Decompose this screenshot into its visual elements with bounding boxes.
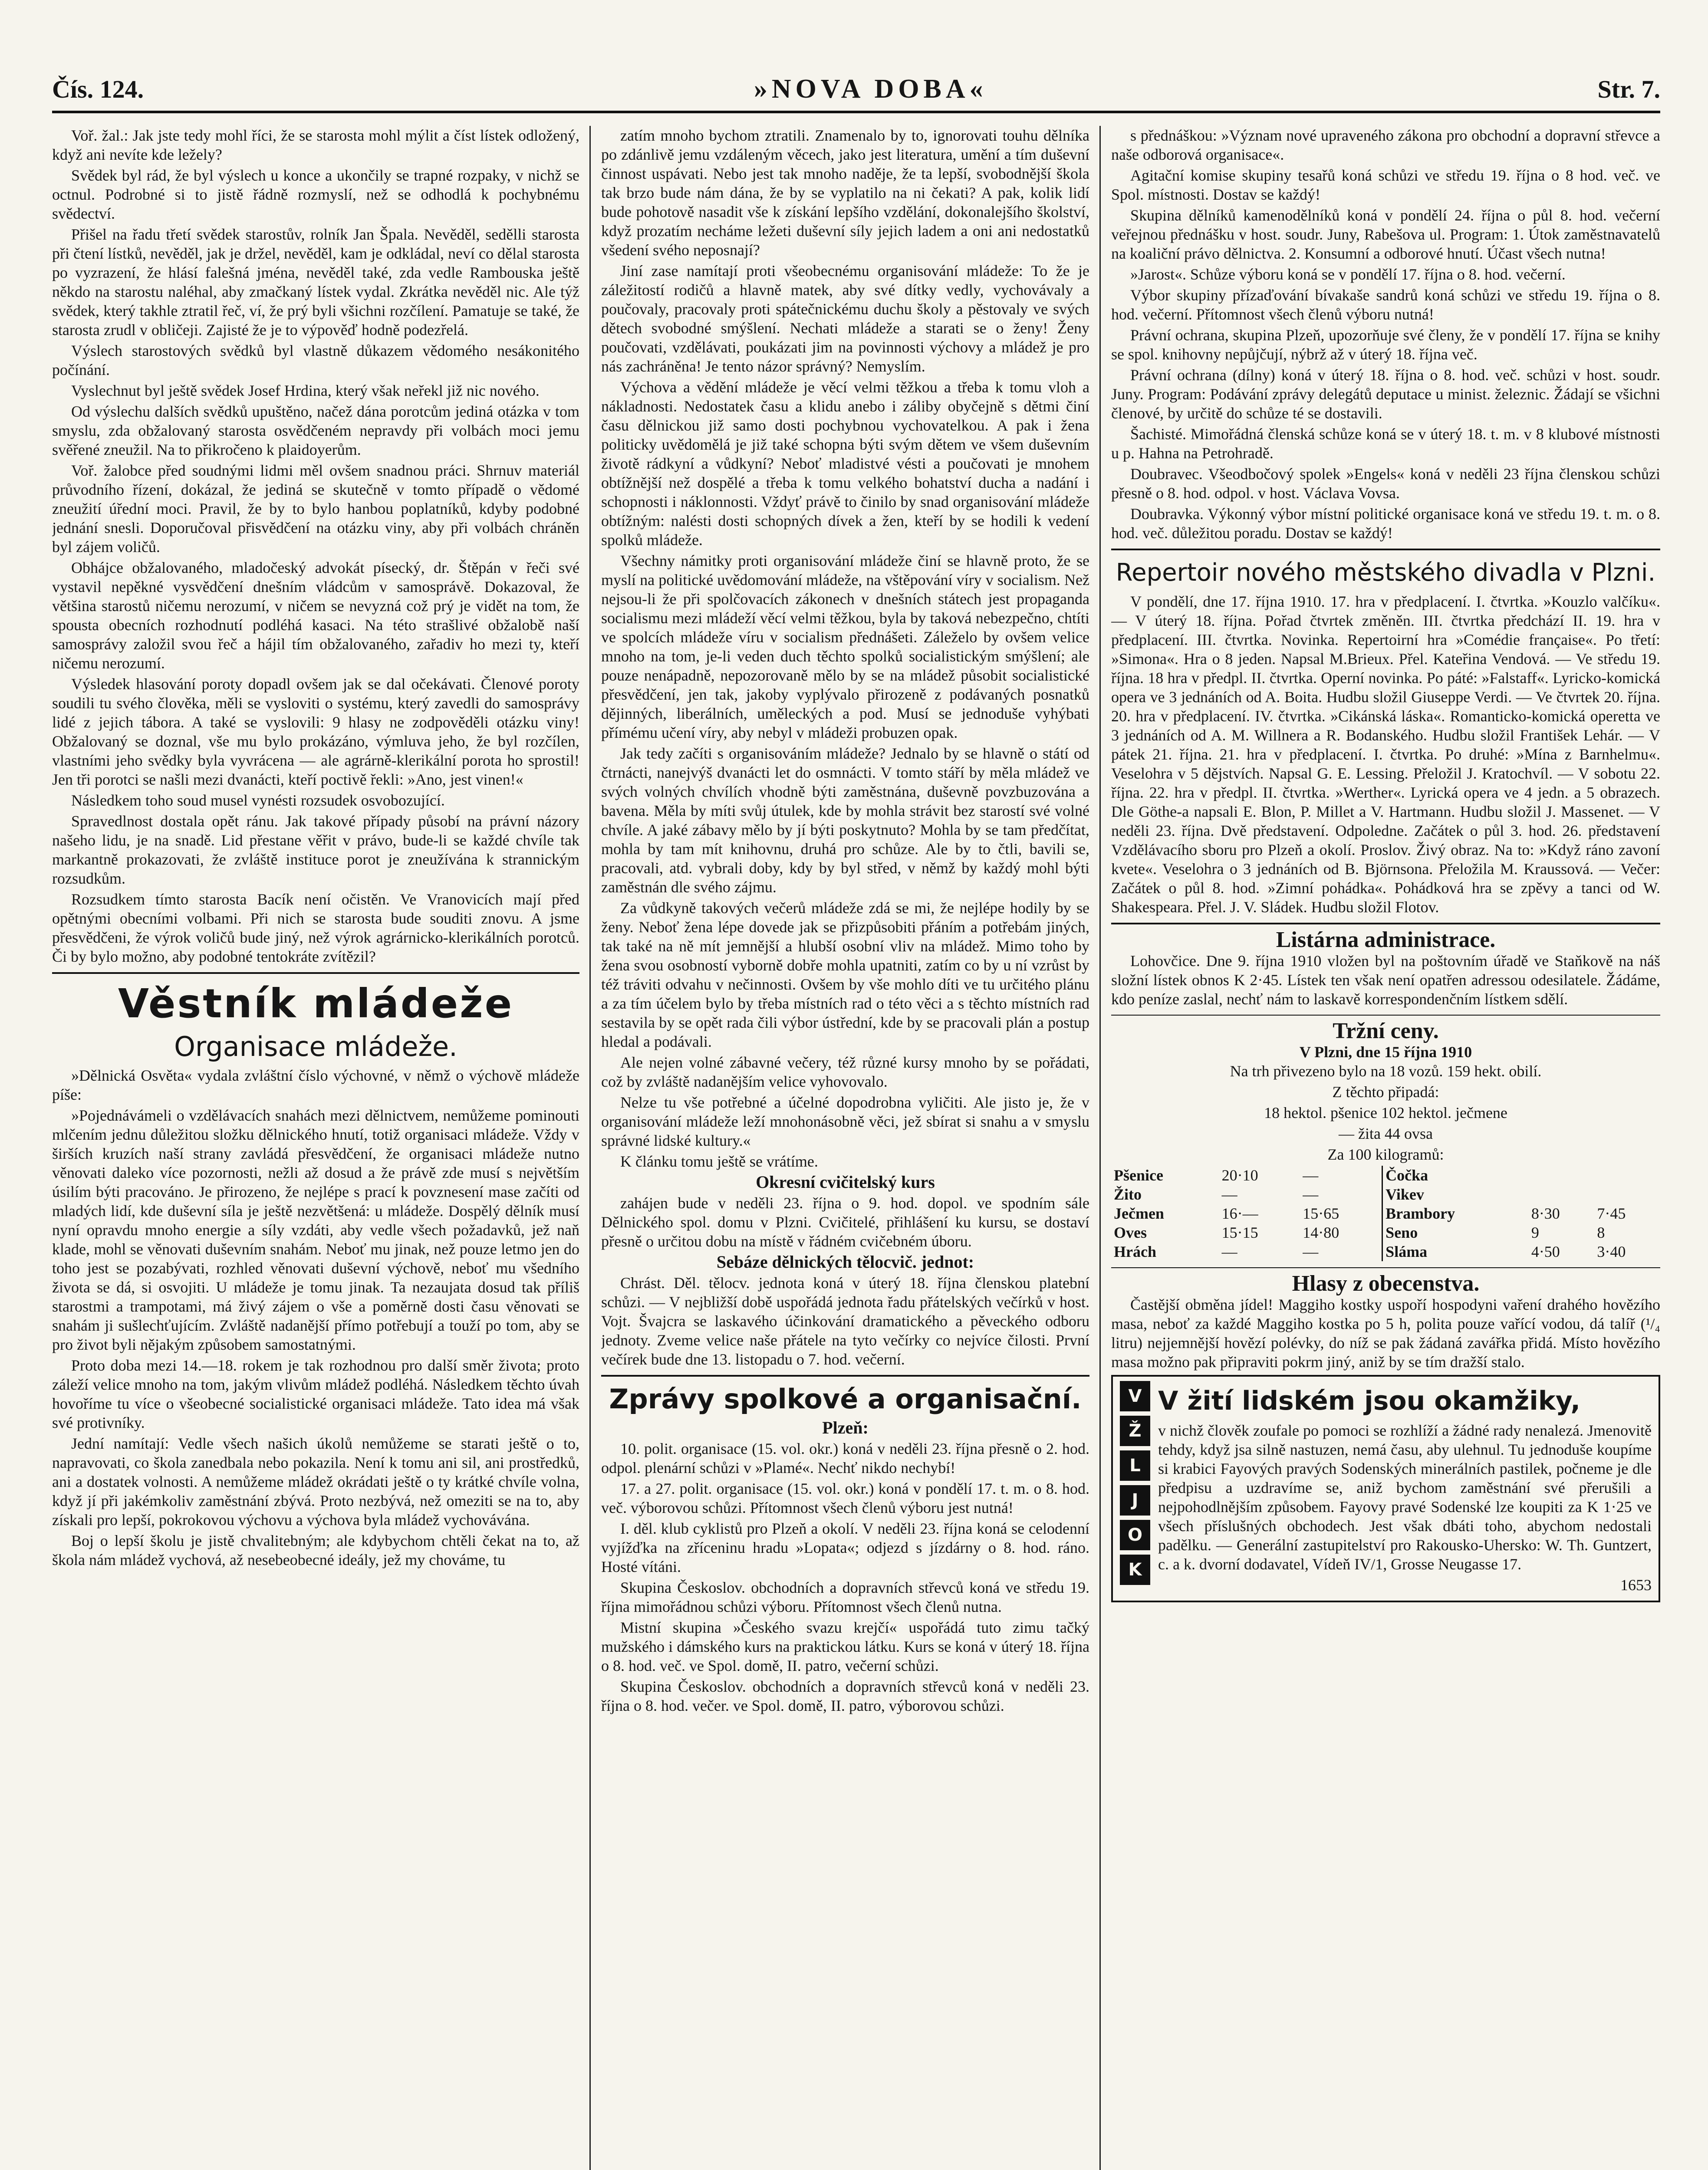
column-right [1111,126,1660,2170]
table-cell: 8 [1597,1224,1605,1241]
market-date: V Plzni, dne 15 října 1910 [1299,1043,1472,1061]
public-text: Častější obměna jídel! Maggiho kostky uspoří hospodyni vaření drahého hovězího masa, neboť za každé Maggiho kostka po 5 h, polita pouze vařící vodou, dá talíř (¹/₄ litru) nejjemnější hovězí polévky, do níž se pak žádaná zavářka přidá. Místo hovězího masa možno pak připraviti pokrm jiný, aniž by se tím dražší stalo. [1111,1296,1660,1371]
table-cell [1594,1185,1660,1204]
paragraph: Skupina Českoslov. obchodních a dopravních střevců koná v neděli 23. října o 8. hod. večer. ve Spol. domě, II. patro, výborovou schůzi. [601,1678,1089,1714]
section-title-admin: Listárna administrace. [1276,927,1496,952]
table-cell: Žito [1114,1186,1142,1203]
paragraph: Šachisté. Mimořádná členská schůze koná se v úterý 18. t. m. v 8 klubové místnosti u p. Hahna na Petrohradě. [1111,425,1660,462]
table-cell: 16·— [1221,1205,1258,1222]
section-subtitle-youth: Organisace mládeže. [174,1031,457,1062]
table-cell: — [1303,1243,1319,1260]
paragraph: Voř. žalobce před soudnými lidmi měl ovšem snadnou práci. Shrnuv materiál průvodního řízení, dokázal, že jediná se skutečně v tomto případě o vědomé zneužití úřední moci. Pravil, že by to bylo hanbou poplatníků, kdyby podobné jednání snesli. Doporučoval přisvědčení na otázku viny, aby při volbách chráněn byl zájem voličů. [52,462,579,556]
paragraph: I. děl. klub cyklistů pro Plzeň a okolí. V neděli 23. října koná se celodenní vyjížďka na zříceninu hradu »Lopata«; odjezd s jízdárny o 8. hod. ráno. Hosté vítáni. [601,1520,1089,1575]
ad-letter: K [1120,1555,1150,1585]
table-cell: — [1303,1167,1319,1184]
paragraph: Skupina dělníků kamenodělníků koná v pondělí 24. října o půl 8. hod. večerní veřejnou přednášku v host. soudr. Juny, Rabešova ul. Program: 1. Útok zaměstnavatelů na koaliční právo dělnictva. 2. Konsumní a odborové hnutí. Účast všech nutna! [1111,207,1660,262]
ad-letter: Ž [1120,1416,1150,1446]
section-title-market: Tržní ceny. [1333,1019,1439,1043]
column-divider [1099,126,1101,2170]
paragraph: »Dělnická Osvěta« vydala zvláštní číslo výchovné, v němž o výchově mládeže píše: [52,1067,579,1103]
table-cell: Seno [1382,1223,1529,1242]
paragraph: Vyslechnut byl ještě svědek Josef Hrdina, který však neřekl již nic nového. [71,382,540,399]
paragraph: zatím mnoho bychom ztratili. Znamenalo by to, ignorovati touhu dělníka po zdánlivě jemu vzdáleným věcech, jako jest literatura, umění a tím duševní činnost uspávati. Nebo jest tak mnoho naděje, že ta lepší, svobodnější škola tak brzo bude nám dána, že by se vyplatilo na ni čekati? A pak, kolik lidí bude pohotově nasadit vše k získání lepšího vzdělání, dokonalejšího školství, když prozatím necháme ležeti duševní síly jejich ladem a oni ani nedostatků všedení svého neposnají? [601,127,1089,259]
notice-text: Chrást. Děl. tělocv. jednota koná v úterý 18. října členskou platební schůzi. — V nejbližší době uspořádá jednota řadu přátelských večírků v host. Vojt. Švajcra se laskavého účinkování dramatického a pěveckého odboru jednoty. Zveme velice naše přátele na tyto večírky co nejvíce čilosti. První večírek bude dne 13. listopadu o 7. hod. večerní. [601,1274,1089,1368]
paragraph: Následkem toho soud musel vynésti rozsudek osvobozující. [71,792,445,809]
notice-title: Okresní cvičitelský kurs [756,1172,935,1192]
ad-body [1158,1381,1652,1596]
table-cell [1529,1166,1595,1185]
ad-letter: O [1120,1520,1150,1550]
paragraph: Právní ochrana, skupina Plzeň, upozorňuje své členy, že v pondělí 17. října se knihy se spol. knihovny nepůjčují, nýbrž až v úterý 18. října več. [1111,326,1660,363]
ad-text: v nichž člověk zoufale po pomoci se rozhlíží a žádné rady nenalezá. Jmenovitě tehdy, když jsa silně nastuzen, nemá času, aby ulehnul. Tu jednoduše koupíme si krabici Fayových pravých Sodenských minerálních pastilek, počneme je dle předpisu a uzdravíme se, aniž bychom zaměstnání své přerušili a nejpohodlnějším způsobem. Fayovy pravé Sodenské lze koupiti za K 1·25 ve všech příslušných obchodech. Jest však dbáti toho, abychom nedostali padělku. — Generální zastupitelství pro Rakousko-Uhersko: W. Th. Guntzert, c. a k. dvorní dodavatel, Vídeň IV/1, Grosse Neugasse 17. [1158,1422,1652,1573]
table-row [1111,1185,1660,1204]
paragraph: s přednáškou: »Význam nové upraveného zákona pro obchodní a dopravní střevce a naše odborová organisace«. [1111,127,1660,163]
table-cell: Ječmen [1114,1205,1164,1222]
page-header [52,65,1660,113]
section-rule [1111,1015,1660,1016]
market-line: 18 hektol. pšenice 102 hektol. ječmene [1264,1104,1507,1121]
notice-text: zahájen bude v neděli 23. října o 9. hod. dopol. ve spodním sále Dělnického spol. domu v Plzni. Cvičitelé, přihlášení ku kursu, se dostaví přesně o určitou dobu na místě v řádném cvičebném úboru. [601,1194,1089,1250]
table-row [1111,1223,1660,1242]
column-divider [589,126,591,2170]
table-cell: Vikev [1382,1185,1529,1204]
table-cell: 8·30 [1531,1205,1560,1222]
paragraph: »Pojednávámeli o vzdělávacích snahách mezi dělnictvem, nemůžeme pominouti mlčením jednu důležitou složku dělnického hnutí, totiž organisaci mládeže. Vždy v širších kruzích naší strany zavládá přesvědčení, že organisaci mládeže nutno věnovati daleko více pozornosti, nežli až dosud a že právě zde musí s největším úsilím býti pracováno. Je přirozeno, že nejlépe s prací k povznesení mase začíti od mladých lidí, kde duševní síla je ještě nezvětšená: u mládeže. Dospělý dělník musí nyní opravdu mnoho energie a síly vzdáti, aby vedle všech požadavků, jež naň klade, mohl se věnovati duševním snahám. Neboť mu jinak, než pouze letmo jen do toho jest se pozabývati, rozhled věnovati duševní výchově, neboť mu všedního života se dá, si osvojiti. U mládeže je tomu jinak. Ta nezaujata dosud tak příliš starostmi a trampotami, má živý zájem o vše a poměrně dosti času věnovati se snahám ji sušlechťujícím. Zvláště nadanější přímo potřebují a touží po tom, aby se pro život byli nějakým způsobem samostatnými. [52,1107,579,1353]
court-report [52,126,579,966]
paragraph: Voř. žal.: Jak jste tedy mohl říci, že se starosta mohl mýlit a číst lístek odložený, když ani nevíte kde ležely? [52,127,579,163]
paragraph: 17. a 27. polit. organisace (15. vol. okr.) koná v pondělí 17. t. m. o 8. hod. več. výborovou schůzi. Přítomnost všech členů výboru jest nutná! [601,1480,1089,1516]
paragraph: Výchova a vědění mládeže je věcí velmi těžkou a třeba k tomu vloh a nákladnosti. Nedostatek času a klidu anebo i záliby obyčejně s dětmi činí času dělnickou již samo dosti pochybnou vychovatelkou. A pak i žena politicky uvědomělá je již také schopna býti svým dětem ve všem duševním životě rádkyní a vůdkyní? Neboť mladistvé vésti a poučovati je mnohem obtížnější než dospělé a třeba k tomu velkého bohatství ducha a nadání i schopnosti i náklonnosti. Vždyť právě to činilo by snad organisování mládeže obtížným: nalésti dosti schopných dívek a žen, kteří by se hodili k vedení spolků mládeže. [601,378,1089,549]
section-rule [1111,549,1660,550]
paragraph: Výslech starostových svědků byl vlastně důkazem vědomého nesákonitého počínání. [52,342,579,378]
table-cell: 14·80 [1303,1224,1339,1241]
section-title-youth: Věstník mládeže [118,980,514,1027]
table-cell: Brambory [1382,1204,1529,1223]
market-line: Za 100 kilogramů: [1327,1146,1444,1163]
table-cell: 20·10 [1221,1167,1258,1184]
section-rule [1111,1267,1660,1268]
association-notices [601,1439,1089,1715]
table-cell: — [1221,1243,1237,1260]
table-cell [1594,1166,1660,1185]
paragraph: K článku tomu ještě se vrátíme. [620,1153,818,1170]
paragraph: Doubravka. Výkonný výbor místní politické organisace koná ve středu 19. t. m. o 8. hod. več. důležitou poradu. Dostav se každý! [1111,505,1660,542]
paragraph: Obhájce obžalovaného, mladočeský advokát písecký, dr. Štěpán v řeči své vystavil nepěkné vysvědčení dnešním vládcům v samosprávě. Dokazoval, že většina starostů ničemu nerozumí, v ničem se nevyzná což prý je vidět na tom, že spousta obecních rozhodnutí podléhá kasaci. Na této strašlivé obžalobě naší samosprávy založil svou řeč a hájil tím obžalovaného, zařadiv ho mezi ty, kteří ničemu nerozumí. [52,559,579,672]
youth-article [52,1066,579,1569]
ad-letter: V [1120,1381,1150,1411]
paragraph: Výsledek hlasování poroty dopadl ovšem jak se dal očekávati. Členové poroty soudili tu svého člověka, měli se vysloviti o systému, který zavedli do samosprávy lidé z jejich tábora. A také se vyslovili: 9 hlasy ne zodpověděli otázku viny! Obžalovaný se doznal, vše mu bylo prokázáno, výmluva jeho, že byl rozčílen, vlastními jeho svědky byla vyvrácena — ale agrárně-klerikální porota ho sprostil! Jen tři porotci se našli mezi dvanácti, kteří poctivě řekli: »Ano, jest vinen!« [52,675,579,788]
paragraph: Agitační komise skupiny tesařů koná schůzi ve středu 19. října o 8 hod. več. ve Spol. místnosti. Dostav se každý! [1111,167,1660,203]
paragraph: Jiní zase namítají proti všeobecnému organisování mládeže: To že je záležitostí rodičů a hlavně matek, aby své dítky vedly, vychovávaly a poučovaly, pracovaly proti spátečnickému duchu školy a pěstovaly ve svých dětech svobodné smýšlení. Nechati mládeže a starati se o ženy! Ženy poučovati, vzdělávati, poukázati jim na povinnosti výchovy a mládež je pro nás zachráněna! Je tento názor správný? Nemyslím. [601,262,1089,375]
table-cell: 4·50 [1531,1243,1560,1260]
paragraph: Všechny námitky proti organisování mládeže činí se hlavně proto, že se myslí na politické uvědomování mládeže, na vštěpování víry v socialism. Než nejsou-li že při spolčovacích zákonech v dnešních státech jest propaganda socialismu mezi mládeží věcí velmi těžkou, byla by taková nebezpečno, chtíti ve spolcích mládeže víru v socialism přednášeti. Záleželo by ovšem velice mnoho na tom, je-li veden duch těchto spolků socialistickým smýšlení; ale pouze nenápadně, nepozorovaně mělo by se na mládež působit socialistické přesvědčení, jen tak, jakoby vyplývalo přirozeně z podávaných posnatků dějinných, liberálních, uměleckých a pod. Musí se jednoduše vyhýbati přímému učení víry, aby nebyl v mládeži probuzen opak. [601,552,1089,741]
section-rule [1111,923,1660,924]
table-row [1111,1166,1660,1185]
table-cell: — [1221,1186,1237,1203]
admin-text: Lohovčice. Dne 9. října 1910 vložen byl na poštovním úřadě ve Staňkově na náš složní lístek obnos K 2·45. Lístek ten však není opatřen adressou odesilatele. Žádáme, kdo peníze zaslal, nechť nám to laskavě korrespondenčním lístkem sdělí. [1111,952,1660,1008]
paragraph: Proto doba mezi 14.—18. rokem je tak rozhodnou pro další směr života; proto záleží velice mnoho na tom, jakým vlivům mládež podléhá. Následkem těchto úvah hovoříme tu více o všeobecné socialistické organisaci mládeže. Tato idea má však své protivníky. [52,1357,579,1431]
paragraph: 10. polit. organisace (15. vol. okr.) koná v neděli 23. října přesně o 2. hod. odpol. plenární schůzi v »Plamé«. Nechť nikdo nechybí! [601,1440,1089,1476]
table-cell: 15·65 [1303,1205,1339,1222]
market-line: Na trh přivezeno bylo na 18 vozů. 159 hekt. obilí. [1230,1062,1542,1080]
ad-letter: J [1120,1485,1150,1516]
section-title-repertoire: Repertoir nového městského divadla v Plzni. [1116,559,1656,587]
paragraph: »Jarost«. Schůze výboru koná se v pondělí 17. října o 8. hod. večerní. [1130,266,1566,283]
table-cell [1529,1185,1595,1204]
masthead: »NOVA DOBA« [754,74,987,104]
section-title-associations: Zprávy spolkové a organisační. [609,1383,1082,1415]
repertoire-text: V pondělí, dne 17. října 1910. 17. hra v předplacení. I. čtvrtka. »Kouzlo valčíku«. — V úterý 18. října. Pořad čtvrtek změněn. III. čtvrtka předchází II. 19. hra v předplacení. III. čtvrtka. Novinka. Repertoirní hra »Comédie française«. Po třetí: »Simona«. Hra o 8 jeden. Napsal M.Brieux. Přel. Kateřina Vendová. — Ve středu 19. října. 18 hra v předpl. II. čtvrtka. Operní novinka. Po páté: »Falstaff«. Lyricko-komická opera ve 3 jednáních od A. Boita. Hudbu složil Giuseppe Verdi. — Ve čtvrtek 20. října. 20. hra v předplacení. IV. čtvrtka. »Cikánská láska«. Romanticko-komická operetta ve 3 jednáních od A. M. Willnera a R. Bodanského. Hudbu složil František Lehár. — V pátek 21. října. 21. hra v předplacení. I. čtvrtka. Po druhé: »Mína z Barnhelmu«. Veselohra v 5 dějstvích. Napsal G. E. Lessing. Přeložil J. Kratochvíl. — V sobotu 22. října. 22. hra v předpl. II. čtvrtka. »Werther«. Lyrická opera ve 4 jedn. a 5 obrazech. Dle Göthe-a napsali E. Blon, P. Millet a V. Hartmann. Hudbu složil J. Massenet. — V neděli 23. října. Dvě představení. Odpoledne. Začátek o půl 3. hod. 26. představení Vzdělávacího sboru pro Plzeň a okolí. Proslov. Živý obraz. Na to: »Když ráno zavoní kvete«. Veselohra o 3 jednáních od B. Björnsona. Přeložila M. Kraussová. — Večer: Začátek o půl 8. hod. »Zimní pohádka«. Pohádková hra se zpěvy a tanci od W. Shakespeara. Přel. J. V. Sládek. Hudbu složil Flotov. [1111,593,1660,916]
section-subtitle-plzen: Plzeň: [822,1418,869,1437]
page-number: Str. 7. [1597,75,1660,103]
paragraph: Ale nejen volné zábavné večery, též různé kursy mnoho by se pořádati, což by zvláště nadanějším velice vyhovovalo. [601,1054,1089,1090]
paragraph: Spravedlnost dostala opět ránu. Jak takové případy působí na právní názory našeho lidu, je na snadě. Lid přestane věřit v právo, bude-li se každé chvíle tak markantně prokazovati, že zvláště instituce porot je zneužívána k strannickým rozsudkům. [52,812,579,887]
market-line: — žita 44 ovsa [1339,1125,1433,1142]
ad-title: V žití lidském jsou okamžiky, [1158,1386,1581,1416]
notice-title: Sebáze dělnických tělocvič. jednot: [716,1252,974,1272]
table-row [1111,1204,1660,1223]
table-cell: 3·40 [1597,1243,1626,1260]
price-table [1111,1166,1660,1261]
ad-letter: L [1120,1450,1150,1481]
table-cell: — [1303,1186,1319,1203]
section-rule [52,972,579,974]
table-cell: Oves [1114,1224,1147,1241]
table-cell: Pšenice [1114,1167,1163,1184]
table-cell: 7·45 [1597,1205,1626,1222]
paragraph: Přišel na řadu třetí svědek starostův, rolník Jan Špala. Nevěděl, sedělli starosta při čtení lístků, nevěděl, jak je držel, nevěděl, kam je odkládal, neví co dělal starosta po vyzrazení, že hlásí falešná jména, nevěděl také, zda vedle Rambouska ještě někdo na starostu naléhal, aby zmačkaný lístek vydal. Zkrátka nevěděl nic. Ale týž svědek, který takhle ztratil řeč, ví, že prý byli všichni rozčílení. Pamatuje se také, že starosta zrudl v obličeji. Zajisté že je to výpověď hodně podezřelá. [52,226,579,339]
paragraph: Doubravec. Všeodbočový spolek »Engels« koná v neděli 23 října členskou schůzi přesně o 8. hod. odpol. v host. Václava Vovsa. [1111,465,1660,502]
paragraph: Výbor skupiny přízaďování bívakaše sandrů koná schůzi ve středu 19. října o 8. hod. večerní. Přítomnost všech členů výboru nutná! [1111,286,1660,323]
column-left [52,126,579,2170]
paragraph: Boj o lepší školu je jistě chvalitebným; ale kdybychom chtěli čekat na to, až škola nám mládež vychová, až nesebeobecné ideály, jež my chováme, tu [52,1532,579,1568]
paragraph: Nelze tu vše potřebné a účelné dopodrobna vyličiti. Ale jisto je, že v organisování mládeže leží mnohonásobně věci, jež sbírat si snahu a v smyslu správné lidské kultury.« [601,1094,1089,1149]
association-notices-continued [1111,126,1660,542]
youth-article-continued [601,126,1089,1171]
paragraph: Skupina Českoslov. obchodních a dopravních střevců koná ve středu 19. října mimořádnou schůzi výboru. Přítomnost všech členů nutna. [601,1579,1089,1615]
table-cell: 15·15 [1221,1224,1258,1241]
paragraph: Za vůdkyně takových večerů mládeže zdá se mi, že nejlépe hodily by se ženy. Neboť žena lépe dovede jak se přizpůsobiti přáním a potřebám jiných, tak také na ně mít jemnější a hlubší osobní vliv na mládež. Mimo toho by žena svou osobností vyborně dobře mohla upatniti, zatím co by u ní vzrůst by též tráviti odvahu v nečinnosti. Ovšem by vše mohlo díti ve tu určitého plánu a za tím účelem bylo by třeba místních rad o této věci a s těchto místních rad sestavila by se opět rada čili výbor ústřední, kde by se pracovali plán a postup hledal a podávali. [601,899,1089,1050]
paragraph: Jední namítají: Vedle všech našich úkolů nemůžeme se starati ještě o to, napravovati, co škola zanedbala nebo pokazila. Není k tomu ani sil, ani prostředků, ani a dostatek volnosti. A nemůžeme mládež okrádati ještě o ty krátké chvíle volna, když jí při jakémkoliv zaměstnání zbývá. Proto nezbývá, než omeziti se na to, aby získali pro lepší, pokrokovou výchovu a výchova byla mládež vychovávána. [52,1435,579,1529]
paragraph: Rozsudkem tímto starosta Bacík není očistěn. Ve Vranovicích mají před opětnými obecními volbami. Při nich se starosta bude souditi znovu. A jsme přesvědčeni, že výrok voličů bude jiný, než výrok agrárnicko-klerikálních porotců. Či by bylo možno, aby podobné tentokráte zvítězil? [52,891,579,965]
issue-number: Čís. 124. [52,75,144,103]
ad-letter-strip [1120,1381,1150,1596]
ad-code: 1653 [1620,1576,1652,1594]
table-row [1111,1242,1660,1261]
table-cell: Čočka [1382,1166,1529,1185]
section-title-public: Hlasy z obecenstva. [1292,1271,1480,1296]
header-rule [52,111,1660,113]
table-cell: Sláma [1382,1242,1529,1261]
market-line: Z těchto připadá: [1332,1083,1439,1101]
paragraph: Právní ochrana (dílny) koná v úterý 18. října o 8. hod. več. schůzi v host. soudr. Juny. Program: Podávání zprávy delegátů deputace u minist. železnic. Žádají se všichni členové, by určitě do schůze té se dostavili. [1111,366,1660,422]
table-cell: 9 [1531,1224,1539,1241]
paragraph: Mistní skupina »Českého svazu krejčí« uspořádá tuto zimu tačký mužského i dámského kurs na praktickou látku. Kurs se koná v úterý 18. října o 8. hod. več. ve Spol. domě, II. patro, večerní schůzi. [601,1619,1089,1674]
table-cell: Hrách [1114,1243,1156,1260]
paragraph: Od výslechu dalších svědků upuštěno, načež dána porotcům jediná otázka v tom smyslu, zda obžalovaný starosta osvědčeném nepravdy při volbách moci jemu svěřené zneužil. Na to přikročeno k plaidoyerům. [52,403,579,458]
paragraph: Jak tedy začíti s organisováním mládeže? Jednalo by se hlavně o státí od čtrnácti, nanejvýš dvanácti let do osmnácti. V tomto stáří by měla mládež ve svých volných chvílích vhodně býti zaměstnána, duševně povzbuzována a bavena. Měla by míti svůj útulek, kde by mohla strávit bez starostí své volné chvíle. A jaké zábavy mělo by jí býti poskytnuto? Mohla by se tam předčítat, mohla by tam mít knihovnu, druhá pro schůze. Ale by to čtli, bavili se, pracovali, atd. vybrali doby, kdy by byl střed, v němž by každý mohl býti zaměstnán dle svého zájmu. [601,745,1089,896]
paragraph: Svědek byl rád, že byl výslech u konce a ukončily se trapné rozpaky, v nichž se octnul. Podrobné si to jistě řádně rozmyslí, než se odhodlá k pochybnému svědectví. [52,167,579,222]
section-rule [601,1375,1089,1377]
advertisement [1111,1375,1660,1602]
column-middle [601,126,1089,2170]
